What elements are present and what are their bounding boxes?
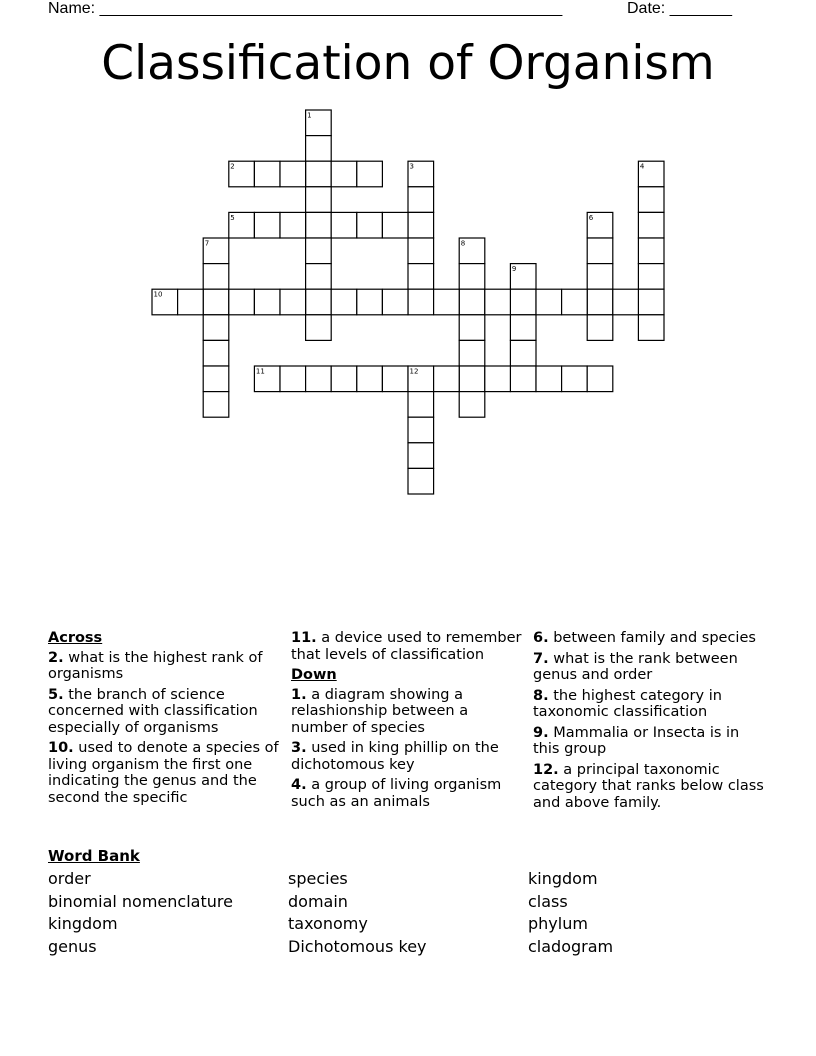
- grid-cell[interactable]: [459, 264, 485, 290]
- grid-cell[interactable]: [306, 238, 332, 264]
- name-field-label[interactable]: Name: ____________________________________________________: [48, 0, 563, 17]
- clue-item: [533, 651, 765, 684]
- clue-item: [48, 740, 280, 806]
- grid-cell[interactable]: [306, 366, 332, 392]
- clue-text: used in king phillip on the dichotomous key: [291, 740, 499, 773]
- clue-text: what is the highest rank of organisms: [48, 649, 263, 682]
- grid-cell[interactable]: [510, 315, 536, 341]
- word-bank-item: cladogram: [528, 936, 614, 956]
- grid-cell[interactable]: [306, 264, 332, 290]
- clue-number-label: 7.: [533, 650, 549, 667]
- grid-cell[interactable]: [638, 264, 664, 290]
- clue-number-label: 12.: [533, 761, 559, 778]
- grid-cell[interactable]: [203, 264, 229, 290]
- grid-cell[interactable]: [331, 366, 357, 392]
- grid-cell[interactable]: [613, 289, 639, 315]
- grid-cell[interactable]: [254, 161, 280, 187]
- grid-cell[interactable]: [587, 264, 613, 290]
- clue-text: what is the rank between genus and order: [533, 650, 738, 683]
- grid-cell[interactable]: [587, 289, 613, 315]
- grid-cell[interactable]: [254, 289, 280, 315]
- grid-cell[interactable]: [587, 366, 613, 392]
- grid-cell[interactable]: [408, 212, 434, 238]
- grid-cell[interactable]: [536, 289, 562, 315]
- grid-cell[interactable]: [280, 289, 306, 315]
- grid-cell[interactable]: [229, 289, 255, 315]
- word-bank-item: genus: [48, 936, 97, 956]
- word-bank-item: Dichotomous key: [288, 936, 427, 956]
- clue-item: [533, 762, 765, 812]
- clue-number-label: 10.: [48, 740, 74, 756]
- grid-cell[interactable]: [203, 366, 229, 392]
- word-bank-item: class: [528, 891, 568, 911]
- clues-column-3: [533, 630, 765, 815]
- grid-cell[interactable]: [459, 315, 485, 341]
- grid-cell[interactable]: [459, 366, 485, 392]
- grid-cell[interactable]: [485, 366, 511, 392]
- word-bank-item: domain: [288, 891, 348, 911]
- grid-cell[interactable]: [510, 366, 536, 392]
- grid-cell[interactable]: [408, 443, 434, 469]
- clue-number-label: 3.: [291, 740, 307, 756]
- grid-cell[interactable]: [638, 238, 664, 264]
- clue-number-label: 6.: [533, 630, 549, 646]
- grid-cell[interactable]: [306, 212, 332, 238]
- grid-cell[interactable]: [459, 340, 485, 366]
- clue-number-label: 5.: [48, 686, 64, 703]
- grid-cell[interactable]: [203, 315, 229, 341]
- clue-number: 1: [307, 111, 312, 120]
- date-field-label[interactable]: Date: _______: [627, 0, 732, 17]
- grid-cell[interactable]: [408, 392, 434, 418]
- clue-item: [291, 740, 523, 773]
- grid-cell[interactable]: [254, 212, 280, 238]
- page-title: Classification of Organism: [101, 36, 715, 91]
- grid-cell[interactable]: [408, 417, 434, 443]
- grid-cell[interactable]: [331, 212, 357, 238]
- clues-column-2: [291, 630, 523, 814]
- grid-cell[interactable]: [562, 366, 588, 392]
- grid-cell[interactable]: [587, 238, 613, 264]
- grid-cell[interactable]: [203, 392, 229, 418]
- grid-cell[interactable]: [536, 366, 562, 392]
- clue-number: 10: [153, 290, 163, 299]
- grid-cell[interactable]: [382, 212, 408, 238]
- grid-cell[interactable]: [382, 289, 408, 315]
- clue-number: 4: [639, 162, 645, 171]
- clue-number-label: 2.: [48, 649, 64, 666]
- clue-text: a diagram showing a relashionship between a number of species: [291, 686, 469, 736]
- grid-cell[interactable]: [357, 289, 383, 315]
- crossword-grid: [0, 0, 816, 520]
- grid-cell[interactable]: [357, 366, 383, 392]
- grid-cell[interactable]: [485, 289, 511, 315]
- clue-item: [291, 687, 523, 737]
- clue-item: [48, 650, 280, 683]
- clue-text: the highest category in taxonomic classification: [533, 687, 722, 720]
- grid-cell[interactable]: [510, 289, 536, 315]
- word-bank-item: kingdom: [528, 869, 598, 888]
- clue-number: 11: [255, 367, 265, 376]
- grid-cell[interactable]: [408, 289, 434, 315]
- clue-number-label: 9.: [533, 724, 549, 741]
- grid-cell[interactable]: [306, 136, 332, 162]
- clue-item: [291, 777, 523, 810]
- clue-number-label: 1.: [291, 686, 307, 703]
- grid-cell[interactable]: [638, 212, 664, 238]
- clue-item: [291, 630, 523, 663]
- clue-item: [48, 687, 280, 737]
- clue-number-label: 11.: [291, 630, 317, 646]
- clue-number: 12: [409, 367, 419, 376]
- grid-cell[interactable]: [638, 315, 664, 341]
- grid-cell[interactable]: [331, 289, 357, 315]
- grid-cell[interactable]: [357, 161, 383, 187]
- clue-number: 5: [230, 213, 235, 222]
- word-bank-item: taxonomy: [288, 914, 368, 934]
- grid-cell[interactable]: [408, 468, 434, 494]
- grid-cell[interactable]: [408, 187, 434, 213]
- word-bank-item: phylum: [528, 914, 588, 934]
- down-heading: Down: [291, 667, 337, 683]
- grid-cell[interactable]: [203, 289, 229, 315]
- grid-cell[interactable]: [587, 315, 613, 341]
- clue-number: 2: [230, 162, 235, 171]
- word-bank-item: species: [288, 869, 348, 888]
- clue-number: 3: [409, 162, 414, 171]
- grid-cell[interactable]: [280, 212, 306, 238]
- grid-cell[interactable]: [382, 366, 408, 392]
- grid-cell[interactable]: [306, 161, 332, 187]
- grid-cell[interactable]: [434, 366, 460, 392]
- word-bank-heading: Word Bank: [48, 847, 140, 865]
- clue-number-label: 8.: [533, 687, 549, 704]
- grid-cell[interactable]: [434, 289, 460, 315]
- grid-cell[interactable]: [357, 212, 383, 238]
- grid-cell[interactable]: [280, 161, 306, 187]
- clue-text: the branch of science concerned with classification especially of organisms: [48, 686, 258, 736]
- word-bank: [48, 868, 768, 958]
- clues-column-1: [48, 630, 280, 810]
- word-bank-item: kingdom: [48, 914, 118, 934]
- grid-cell[interactable]: [510, 340, 536, 366]
- clue-text: a device used to remember that levels of classification: [291, 630, 522, 663]
- clue-number: 8: [460, 239, 466, 248]
- grid-cell[interactable]: [280, 366, 306, 392]
- grid-cell[interactable]: [562, 289, 588, 315]
- grid-cell[interactable]: [408, 238, 434, 264]
- clue-item: [533, 688, 765, 721]
- clue-text: a group of living organism such as an animals: [291, 777, 502, 810]
- clue-item: [533, 630, 765, 647]
- clue-number-label: 4.: [291, 777, 307, 793]
- clue-item: [533, 725, 765, 758]
- grid-cell[interactable]: [178, 289, 204, 315]
- clue-text: a principal taxonomic category that ranks below class and above family.: [533, 761, 764, 811]
- clue-text: Mammalia or Insecta is in this group: [533, 724, 740, 757]
- across-heading: Across: [48, 630, 103, 646]
- word-bank-item: order: [48, 869, 91, 888]
- grid-cell[interactable]: [459, 289, 485, 315]
- clue-number: 6: [588, 213, 594, 222]
- word-bank-item: binomial nomenclature: [48, 891, 233, 911]
- grid-cell[interactable]: [306, 187, 332, 213]
- grid-cell[interactable]: [408, 264, 434, 290]
- clue-text: used to denote a species of living organism the first one indicating the genus and the second the specific: [48, 740, 279, 806]
- grid-cell[interactable]: [331, 161, 357, 187]
- grid-cell[interactable]: [638, 289, 664, 315]
- clue-text: between family and species: [548, 630, 756, 646]
- grid-cell[interactable]: [638, 187, 664, 213]
- clue-number: 9: [511, 265, 517, 274]
- grid-cell[interactable]: [459, 392, 485, 418]
- clue-number: 7: [204, 239, 210, 248]
- grid-cell[interactable]: [306, 315, 332, 341]
- grid-cell[interactable]: [306, 289, 332, 315]
- grid-cell[interactable]: [203, 340, 229, 366]
